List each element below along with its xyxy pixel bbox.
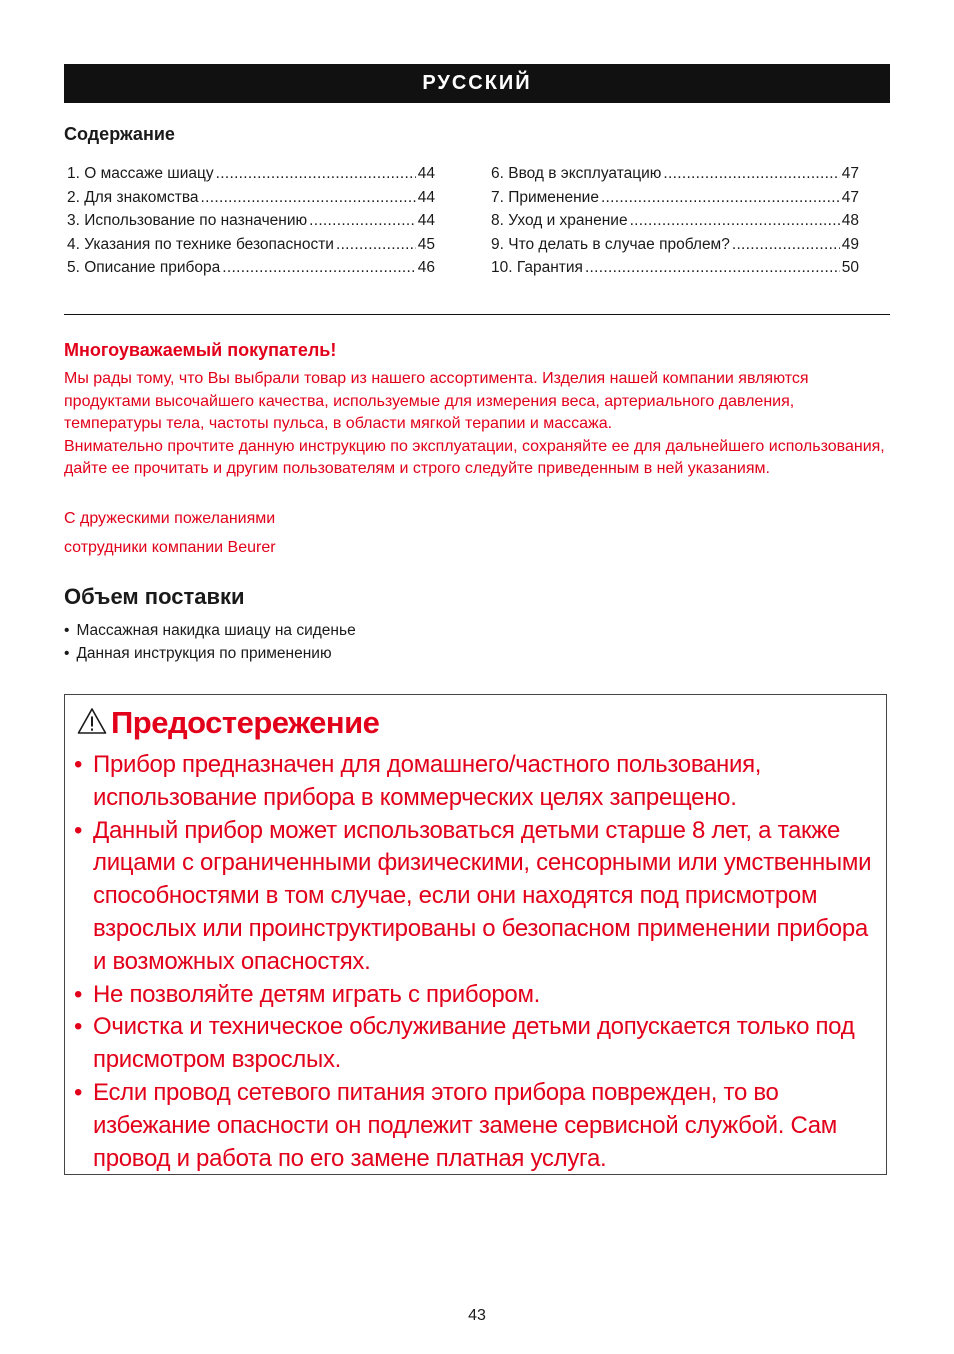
toc-item-label: 1. О массаже шиацу [67,165,214,182]
warning-triangle-icon [77,707,111,740]
toc-left-column [67,162,435,280]
toc-item[interactable] [67,209,435,233]
toc-leader-dots [630,209,840,233]
delivery-list [64,619,356,665]
toc-leader-dots [222,256,415,280]
warning-title: Предостережение [111,705,380,740]
toc-right-column [491,162,859,280]
list-item: • Прибор предназначен для домашнего/частного пользования, использование прибора в коммерческих целях запрещено. [74,749,884,815]
page-number: 43 [468,1307,486,1324]
toc-item-page: 47 [841,188,859,206]
toc-item-page: 47 [841,165,859,182]
toc-title: Содержание [64,124,175,144]
toc-item-label: 3. Использование по назначению [67,212,308,230]
list-item: • Не позволяйте детям играть с прибором. [74,979,884,1012]
toc-leader-dots [201,186,416,210]
greeting-signature-line: сотрудники компании Beurer [64,539,276,556]
toc-leader-dots [732,233,840,257]
toc-item-label: 9. Что делать в случае проблем? [491,235,730,253]
toc-item-label: 5. Описание прибора [67,259,221,277]
toc-item[interactable] [491,256,859,280]
warning-list [74,749,884,1175]
toc-leader-dots [601,186,840,210]
toc-item-page: 44 [417,188,435,206]
toc-leader-dots [216,162,416,186]
toc-item[interactable] [491,209,859,233]
section-divider [64,314,890,315]
language-label: РУССКИЙ [422,72,532,94]
list-item: • Очистка и техническое обслуживание детьми допускается только под присмотром взрослых. [74,1011,884,1077]
toc-item[interactable] [67,256,435,280]
list-item: • Данная инструкция по применению [64,642,356,665]
toc-item[interactable] [67,162,435,186]
toc-leader-dots [585,256,840,280]
toc-leader-dots [336,233,416,257]
toc-item-label: 6. Ввод в эксплуатацию [491,165,662,182]
delivery-title: Объем поставки [64,584,245,609]
list-item: • Если провод сетевого питания этого прибора поврежден, то во избежание опасности он подлежит замене сервисной службой. Сам провод и работа по его замене платная услуга. [74,1077,884,1175]
toc-item-label: 8. Уход и хранение [491,212,628,230]
toc-item-page: 49 [841,235,859,253]
greeting-text [64,368,894,481]
list-item: • Массажная накидка шиацу на сиденье [64,619,356,642]
toc-item-page: 46 [417,259,435,277]
toc-item-label: 10. Гарантия [491,259,583,277]
toc-item[interactable] [67,233,435,257]
toc-item-page: 50 [841,259,859,277]
warning-header [77,705,379,741]
list-item: • Данный прибор может использоваться детьми старше 8 лет, а также лицами с ограниченными физическими, сенсорными или умственными способностями в том случае, если они находятся под присмотром взрослых или проинструктированы о безопасном применении прибора и возможных опасностях. [74,815,884,979]
toc-leader-dots [663,162,839,186]
greeting-signature-line: С дружескими пожеланиями [64,510,276,527]
toc-item-page: 48 [841,212,859,230]
toc-item-label: 2. Для знакомства [67,188,199,206]
toc-item-page: 44 [417,212,435,230]
toc-item-label: 7. Применение [491,188,599,206]
toc-item[interactable] [491,186,859,210]
language-header-bar [64,64,890,103]
toc-item[interactable] [67,186,435,210]
toc-leader-dots [309,209,416,233]
greeting-paragraph: Мы рады тому, что Вы выбрали товар из нашего ассортимента. Изделия нашей компании являются продуктами высочайшего качества, используемые для измерения веса, артериального давления, температуры тела, частоты пульса, в области мягкой терапии и массажа. [64,370,809,433]
toc-item[interactable] [491,233,859,257]
toc-item[interactable] [491,162,859,186]
greeting-title: Многоуважаемый покупатель! [64,340,337,360]
greeting-paragraph: Внимательно прочтите данную инструкцию по эксплуатации, сохраняйте ее для дальнейшего использования, дайте ее прочитать и другим пользователям и строго следуйте приведенным в ней указаниям. [64,437,885,478]
toc-item-page: 44 [417,165,435,182]
toc-item-page: 45 [417,235,435,253]
toc-item-label: 4. Указания по технике безопасности [67,235,334,253]
